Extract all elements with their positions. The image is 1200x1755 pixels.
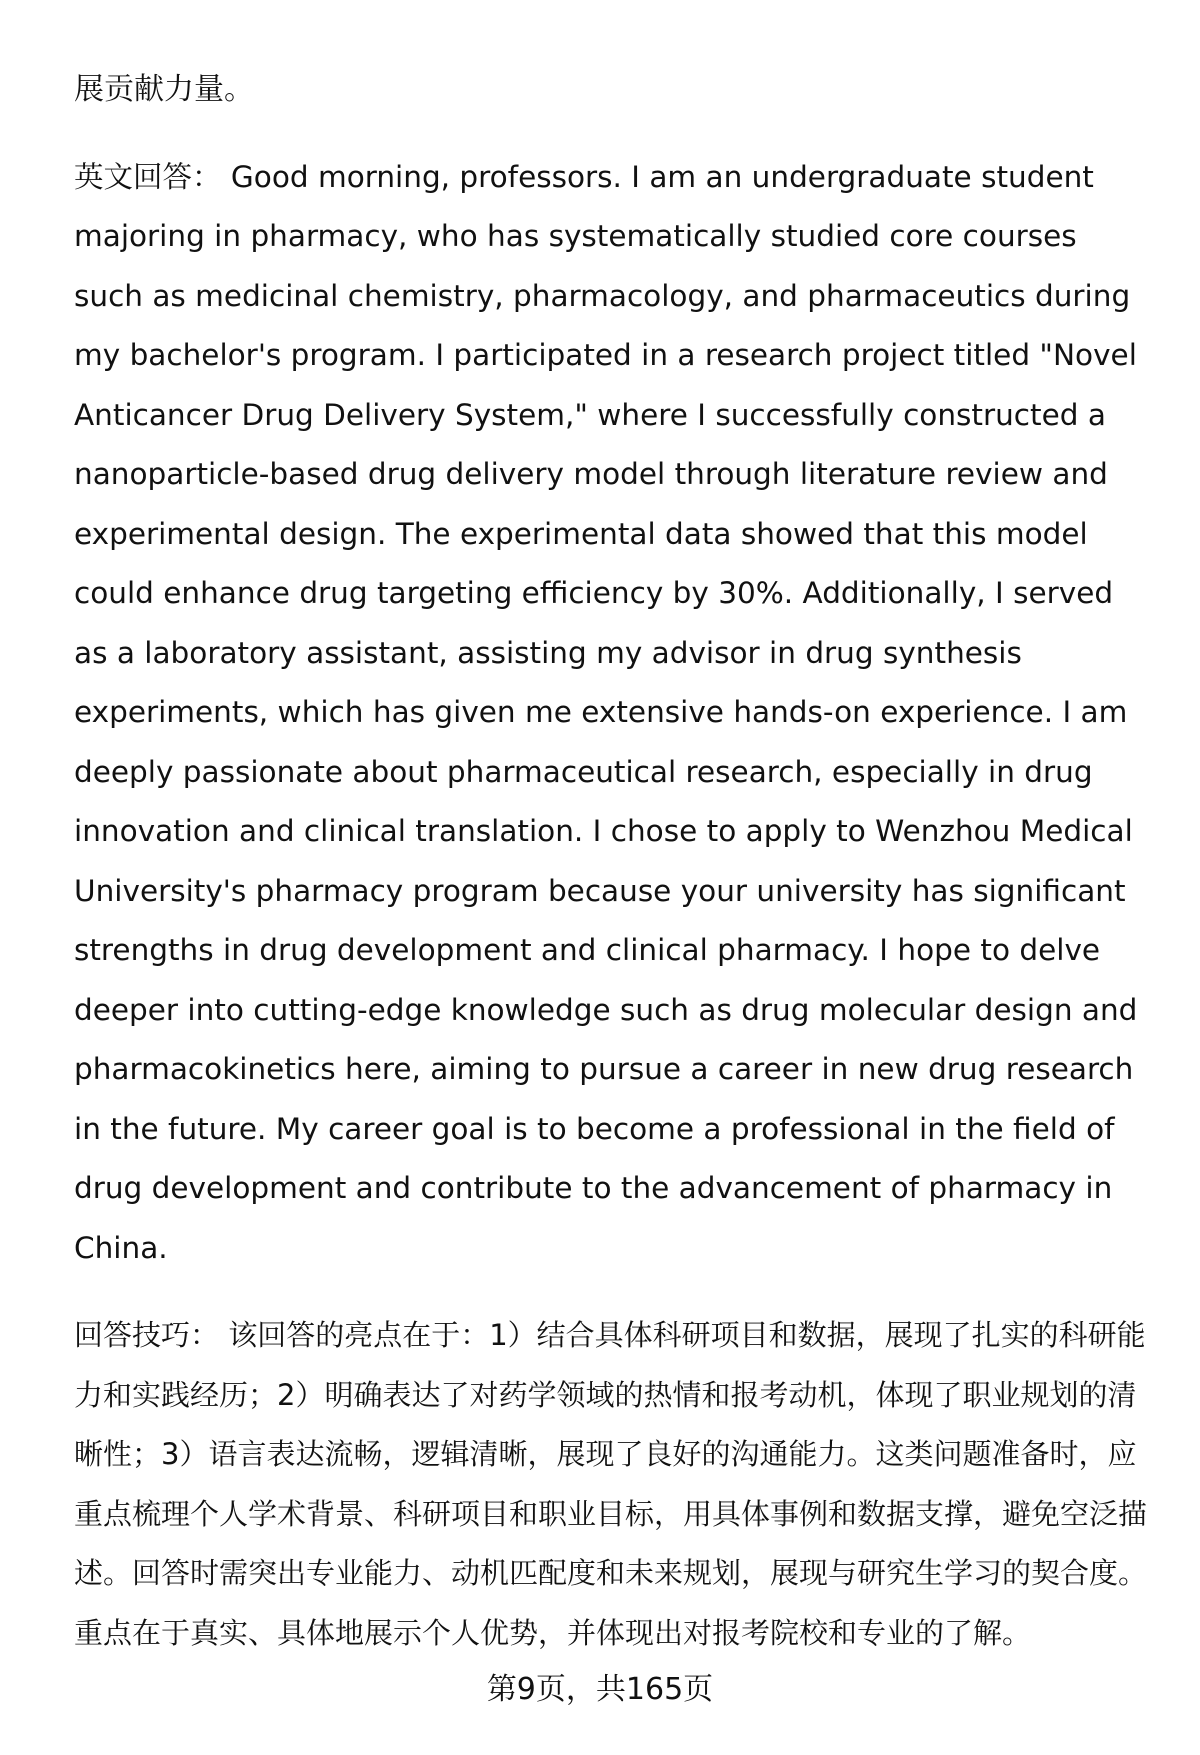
continuation-paragraph: 展贡献力量。 [74, 72, 254, 107]
page-number-footer: 第9页，共165页 [486, 1672, 714, 1707]
english-answer-text: Good morning, professors. I am an undergraduate student majoring in pharmacy, who has systematically studied core courses such as medicinal chemistry, pharmacology, and pharmaceutics during my bachelor's program. I participated in a research project titled "Novel Anticancer Drug Delivery System," where I successfully constructed a nanoparticle-based drug delivery model through literature review and experimental design. The experimental data showed that this model could enhance drug targeting efficiency by 30%. Additionally, I served as a laboratory assistant, assisting my advisor in drug synthesis experiments, which has given me extensive hands-on experience. I am deeply passionate about pharmaceutical research, especially in drug innovation and clinical translation. I chose to apply to Wenzhou Medical University's pharmacy program because your university has significant strengths in drug development and clinical pharmacy. I hope to delve deeper into cutting-edge knowledge such as drug molecular design and pharmacokinetics here, aiming to pursue a career in new drug research in the future. My career goal is to become a professional in the field of drug development and contribute to the advancement of pharmacy in China. [74, 159, 1138, 1265]
tips-label: 回答技巧： [74, 1318, 220, 1352]
tips-paragraph [74, 1306, 1154, 1663]
english-answer-label: 英文回答： [74, 159, 222, 194]
tips-text: 该回答的亮点在于：1）结合具体科研项目和数据，展现了扎实的科研能力和实践经历；2）明确表达了对药学领域的热情和报考动机，体现了职业规划的清晰性；3）语言表达流畅，逻辑清晰，展现了良好的沟通能力。这类问题准备时，应重点梳理个人学术背景、科研项目和职业目标，用具体事例和数据支撑，避免空泛描述。回答时需突出专业能力、动机匹配度和未来规划，展现与研究生学习的契合度。重点在于真实、具体地展示个人优势，并体现出对报考院校和专业的了解。 [74, 1318, 1148, 1650]
english-answer-paragraph [74, 148, 1154, 1279]
document-body [74, 60, 1154, 1663]
